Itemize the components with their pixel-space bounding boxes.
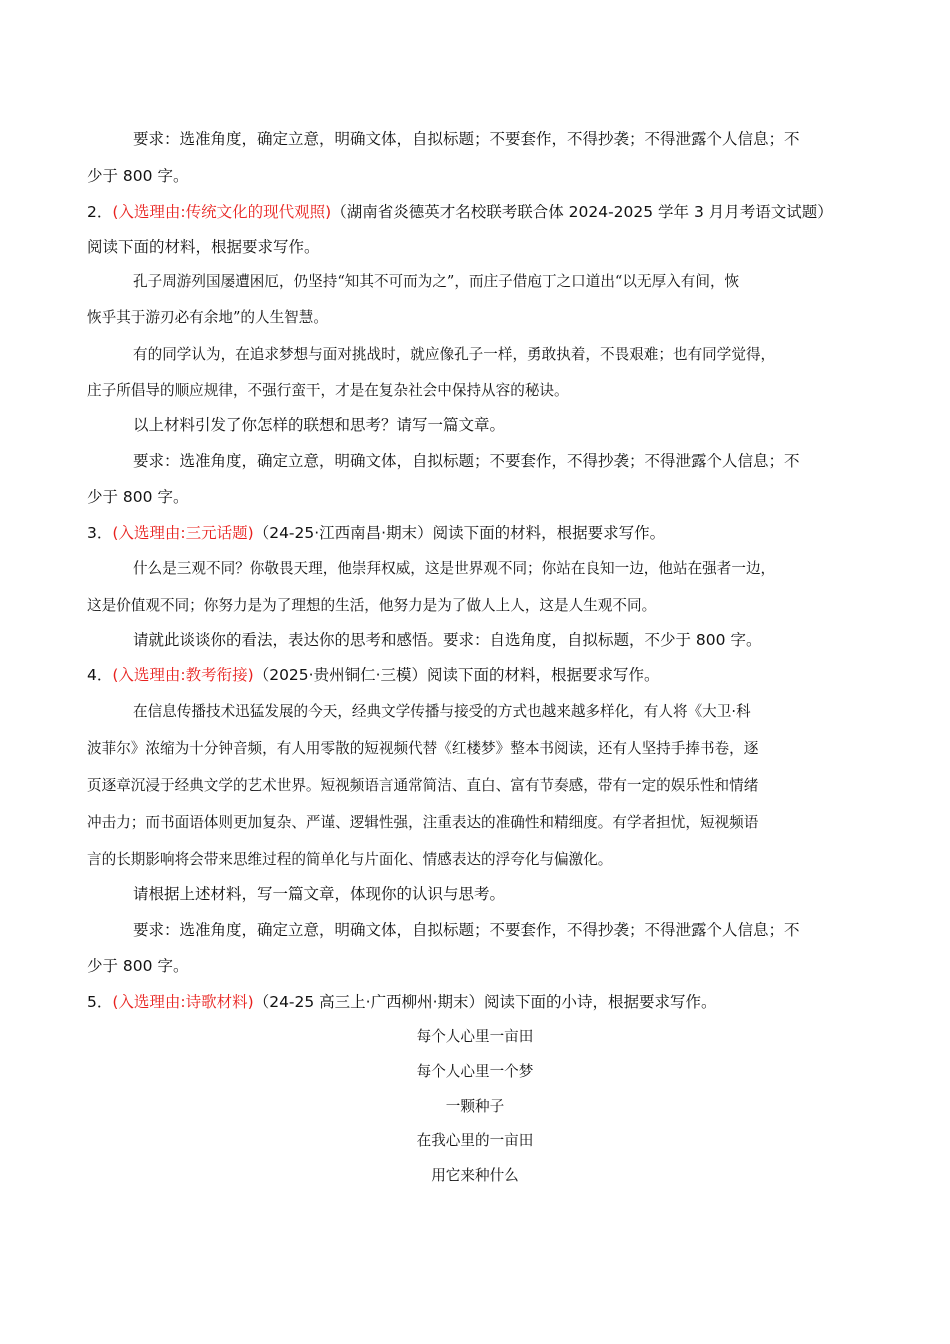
q2-number: 2． <box>87 203 113 221</box>
q5-source: （24-25 高三上·广西柳州·期末）阅读下面的小诗，根据要求写作。 <box>253 993 717 1011</box>
q1-requirement-line2: 少于 800 字。 <box>87 167 189 185</box>
q4-number: 4． <box>87 666 113 684</box>
q2-para2-line1: 有的同学认为，在追求梦想与面对挑战时，就应像孔子一样，勇敢执着，不畏艰难；也有同学觉得， <box>133 346 776 363</box>
q2-requirement-line1: 要求：选准角度，确定立意，明确文体，自拟标题；不要套作，不得抄袭；不得泄露个人信息；不 <box>133 452 800 470</box>
q3-prompt: 请就此谈谈你的看法，表达你的思考和感悟。要求：自选角度，自拟标题，不少于 800 字。 <box>133 631 762 649</box>
q3-para1-line2: 这是价值观不同；你努力是为了理想的生活，他努力是为了做人上人，这是人生观不同。 <box>87 597 657 614</box>
q2-source: （湖南省炎德英才名校联考联合体 2024-2025 学年 3 月月考语文试题） <box>331 203 833 221</box>
q2-para1-line1: 孔子周游列国屡遭困厄，仍坚持“知其不可而为之”，而庄子借庖丁之口道出“以无厚入有间，恢 <box>133 273 740 290</box>
q5-poem-line: 每个人心里一亩田 <box>416 1028 534 1045</box>
q4-reason: (入选理由:教考衔接) <box>112 666 254 684</box>
q2-requirement-line2: 少于 800 字。 <box>87 488 189 506</box>
q2-instruction: 阅读下面的材料，根据要求写作。 <box>87 238 320 256</box>
q3-heading <box>87 523 665 543</box>
q4-prompt: 请根据上述材料，写一篇文章，体现你的认识与思考。 <box>133 885 506 903</box>
q5-poem-line: 在我心里的一亩田 <box>416 1132 534 1149</box>
q4-para1-line3: 页逐章沉浸于经典文学的艺术世界。短视频语言通常简洁、直白、富有节奏感，带有一定的娱乐性和情绪 <box>87 777 759 794</box>
q5-poem-line: 用它来种什么 <box>431 1167 519 1184</box>
q2-prompt: 以上材料引发了你怎样的联想和思考？请写一篇文章。 <box>133 416 506 434</box>
q5-poem-line: 每个人心里一个梦 <box>416 1063 534 1080</box>
q2-para1-line2: 恢乎其于游刃必有余地”的人生智慧。 <box>87 309 328 326</box>
q3-number: 3． <box>87 524 113 542</box>
q5-heading <box>87 992 717 1012</box>
q5-number: 5． <box>87 993 113 1011</box>
q4-source: （2025·贵州铜仁·三模）阅读下面的材料，根据要求写作。 <box>253 666 660 684</box>
q3-para1-line1: 什么是三观不同？你敬畏天理，他崇拜权威，这是世界观不同；你站在良知一边，他站在强者一边， <box>133 560 776 577</box>
q2-reason: (入选理由:传统文化的现代观照) <box>112 203 332 221</box>
q5-reason: (入选理由:诗歌材料) <box>112 993 254 1011</box>
q4-para1-line4: 冲击力；而书面语体则更加复杂、严谨、逻辑性强，注重表达的准确性和精细度。有学者担忧，短视频语 <box>87 814 759 831</box>
q2-heading <box>87 202 833 222</box>
q4-para1-line5: 言的长期影响将会带来思维过程的简单化与片面化、情感表达的浮夸化与偏激化。 <box>87 851 613 868</box>
q4-heading <box>87 665 660 685</box>
q3-reason: (入选理由:三元话题) <box>112 524 254 542</box>
q1-requirement-line1: 要求：选准角度，确定立意，明确文体，自拟标题；不要套作，不得抄袭；不得泄露个人信息；不 <box>133 130 800 148</box>
q4-requirement-line1: 要求：选准角度，确定立意，明确文体，自拟标题；不要套作，不得抄袭；不得泄露个人信息；不 <box>133 921 800 939</box>
q2-para2-line2: 庄子所倡导的顺应规律，不强行蛮干，才是在复杂社会中保持从容的秘诀。 <box>87 382 569 399</box>
q4-para1-line1: 在信息传播技术迅猛发展的今天，经典文学传播与接受的方式也越来越多样化，有人将《大卫·科 <box>133 703 751 720</box>
q4-requirement-line2: 少于 800 字。 <box>87 957 189 975</box>
q3-source: （24-25·江西南昌·期末）阅读下面的材料，根据要求写作。 <box>253 524 666 542</box>
q4-para1-line2: 波菲尔》浓缩为十分钟音频，有人用零散的短视频代替《红楼梦》整本书阅读，还有人坚持手捧书卷，逐 <box>87 740 759 757</box>
q5-poem-line: 一颗种子 <box>445 1098 505 1115</box>
